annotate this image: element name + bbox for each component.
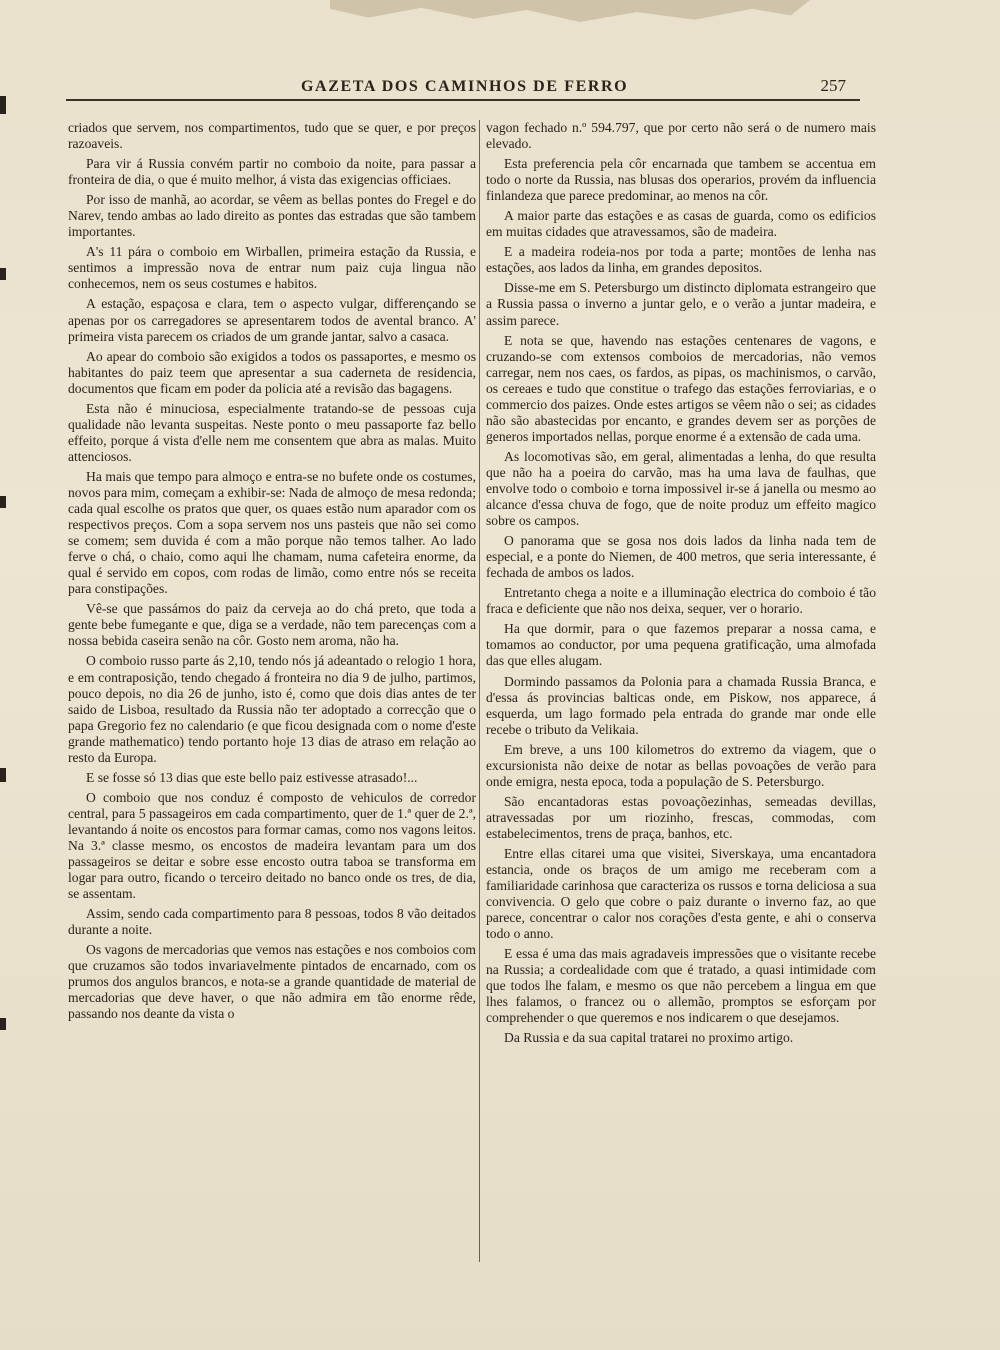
publication-title: GAZETA DOS CAMINHOS DE FERRO [301, 78, 629, 95]
paragraph: Dormindo passamos da Polonia para a chamada Russia Branca, e d'essa ás provincias balticas onde, em Piskow, nos apparece, á esquerda, um lago formado pela entrada do grande mar onde elle recebe o tributo da Velikaia. [486, 673, 876, 737]
paragraph: Da Russia e da sua capital tratarei no proximo artigo. [504, 1030, 794, 1046]
paragraph: Esta não é minuciosa, especialmente tratando-se de pessoas cuja qualidade não levanta suspeitas. Neste ponto o meu passaporte faz bello effeito, porque á vista d'elle nem me consentem que abra as malas. Muito attenciosos. [68, 400, 476, 464]
page-number: 257 [820, 76, 846, 95]
paragraph: Para vir á Russia convém partir no comboio da noite, para passar a fronteira de dia, o que é muito melhor, á vista das exigencias officiaes. [68, 156, 476, 188]
paragraph: O panorama que se gosa nos dois lados da linha nada tem de especial, e a ponte do Niemen, de 400 metros, que seria interessante, é fechada de ambos os lados. [486, 533, 876, 581]
binding-mark [0, 496, 6, 508]
paragraph: Ao apear do comboio são exigidos a todos os passaportes, e mesmo os habitantes do paiz teem que apresentar a sua caderneta de residencia, documentos que ficam em poder da policia até a revisão das bagagens. [68, 348, 476, 396]
binding-mark [0, 768, 6, 782]
paragraph: São encantadoras estas povoaçõezinhas, semeadas devillas, atravessadas por um riozinho, frescas, commodas, com estabelecimentos, trens de praça, banhos, etc. [486, 793, 876, 841]
paragraph: vagon fechado n.º 594.797, que por certo não será o de numero mais elevado. [486, 120, 876, 152]
paragraph: E essa é uma das mais agradaveis impressões que o visitante recebe na Russia; a cordealidade com que é tratado, a quasi intimidade com que todos lhe falam, e mesmo os que não percebem a lingua em que lhes falamos, o francez ou o allemão, promptos se esforçam por comprehender o que queremos e nos indicarem o que desejamos. [486, 946, 876, 1026]
paragraph: Ha mais que tempo para almoço e entra-se no bufete onde os costumes, novos para mim, começam a exhibir-se: Nada de almoço de mesa redonda; cada qual escolhe os pratos que quer, os quaes estão num aparador com os respectivos preços. Com a sopa servem nos uns pasteis que não sei como se comem; sem duvida é com a mão porque não temos talher. Ao lado ferve o chá, o chaio, como aqui lhe chamam, numa cafeteira enorme, da qual é servido em copos, com rodas de limão, como entre nós se receita para constipações. [68, 468, 476, 597]
paragraph: Entretanto chega a noite e a illuminação electrica do comboio é tão fraca e deficiente que não nos deixa, sequer, ver o horario. [486, 585, 876, 617]
left-column [68, 120, 476, 1026]
paragraph: E se fosse só 13 dias que este bello paiz estivesse atrasado!... [86, 769, 418, 785]
paragraph: Entre ellas citarei uma que visitei, Siverskaya, uma encantadora estancia, onde os braços de um amigo me receberam com a familiaridade carinhosa que caracteriza os russos e torna deliciosa a sua convivencia. O gelo que cobre o paiz durante o inverno faz, ao que parece, concentrar o calor nos corações d'esta gente, e ahi o conserva todo o anno. [486, 845, 876, 942]
binding-mark [0, 96, 6, 114]
column-divider [479, 120, 480, 1262]
paragraph: E nota se que, havendo nas estações centenares de vagons, e cruzando-se com extensos comboios de mercadorias, não vemos carregar, nem nos caes, os fardos, as pipas, os machinismos, o carvão, os cereaes e tudo que constitue o trafego das estações ferroviarias, e o commercio dos paizes. Onde estes artigos se vêem não o sei; as cidades não são abastecidas por encanto, e grandes devem ser as porções de generos importados nellas, porque enorme é a extensão de cada uma. [486, 332, 876, 444]
binding-mark [0, 268, 6, 280]
paragraph: A estação, espaçosa e clara, tem o aspecto vulgar, differençando se apenas por os carregadores se apresentarem todos de avental branco. A' primeira vista parecem os criados de um grande jantar, salvo a casaca. [68, 296, 476, 344]
paragraph: O comboio russo parte ás 2,10, tendo nós já adeantado o relogio 1 hora, e em contraposição, tendo chegado á fronteira no dia 9 de julho, partimos, pouco depois, no dia 26 de junho, isto é, como que dois dias antes de ter saido de Lisboa, resultado da Russia não ter adoptado a correcção que o papa Gregorio fez no calendario (e que ficou designada com o nome d'este grande mathematico) tendo portanto hoje 13 dias de atraso em relação ao resto da Europa. [68, 653, 476, 765]
paragraph: Disse-me em S. Petersburgo um distincto diplomata estrangeiro que a Russia passa o inverno a juntar gelo, e o verão a juntar madeira, e assim parece. [486, 280, 876, 328]
paragraph: criados que servem, nos compartimentos, tudo que se quer, e por preços razoaveis. [68, 120, 476, 152]
paragraph: Os vagons de mercadorias que vemos nas estações e nos comboios com que cruzamos são todos invariavelmente pintados de encarnado, com os prumos dos angulos brancos, e nota-se a grande quantidade de material de mercadorias que deve haver, o que não admira em tão enorme rêde, passando nos deante da vista o [68, 942, 476, 1022]
paragraph: Vê-se que passámos do paiz da cerveja ao do chá preto, que toda a gente bebe fumegante e que, diga se a verdade, não tem parecenças com a nossa bebida caseira senão na côr. Gosto nem aroma, não ha. [68, 601, 476, 649]
paragraph: A maior parte das estações e as casas de guarda, como os edificios em muitas cidades que atravessamos, são de madeira. [486, 208, 876, 240]
header-rule [66, 99, 860, 101]
torn-edge [330, 0, 810, 22]
paragraph: Assim, sendo cada compartimento para 8 pessoas, todos 8 vão deitados durante a noite. [68, 906, 476, 938]
paragraph: O comboio que nos conduz é composto de vehiculos de corredor central, para 5 passageiros em cada compartimento, quer de 1.ª quer de 2.ª, levantando á noite os encostos para formar camas, como nos vagons leitos. Na 3.ª classe mesmo, os encostos de madeira levantam para um dos passageiros se deitar e sobre esse encosto outra taboa se transforma em logar para outro, ficando o terceiro deitado no banco onde os tres, de dia, se assentam. [68, 789, 476, 902]
page-header [66, 76, 860, 98]
paragraph: Esta preferencia pela côr encarnada que tambem se accentua em todo o norte da Russia, nas blusas dos operarios, provém da influencia finlandeza que parece predominar, ao menos na côr. [486, 156, 876, 204]
paragraph: Ha que dormir, para o que fazemos preparar a nossa cama, e tomamos ao conductor, por uma pequena gratificação, uma almofada das que elles alugam. [486, 621, 876, 669]
paragraph: As locomotivas são, em geral, alimentadas a lenha, do que resulta que não ha a poeira do carvão, mas ha uma lava de faulhas, que envolve todo o comboio e torna impossivel ir-se á janella ou mesmo ao alcance d'essa chuva de fogo, que de noite produz um effeito magico sobre os campos. [486, 448, 876, 529]
paragraph: E a madeira rodeia-nos por toda a parte; montões de lenha nas estações, aos lados da linha, em grandes depositos. [486, 244, 876, 276]
paragraph: A's 11 pára o comboio em Wirballen, primeira estação da Russia, e sentimos a impressão nova de entrar num paiz cuja lingua não conhecemos, nem os seus costumes e habitos. [68, 244, 476, 292]
paragraph: Por isso de manhã, ao acordar, se vêem as bellas pontes do Fregel e do Narev, tendo ambas ao lado direito as pontes das estradas que são tambem importantes. [68, 192, 476, 240]
right-column [486, 120, 876, 1051]
paragraph: Em breve, a uns 100 kilometros do extremo da viagem, que o excursionista não deixe de notar as bellas povoações de verão para onde emigra, nesta epoca, toda a população de S. Petersburgo. [486, 741, 876, 789]
binding-mark [0, 1018, 6, 1030]
